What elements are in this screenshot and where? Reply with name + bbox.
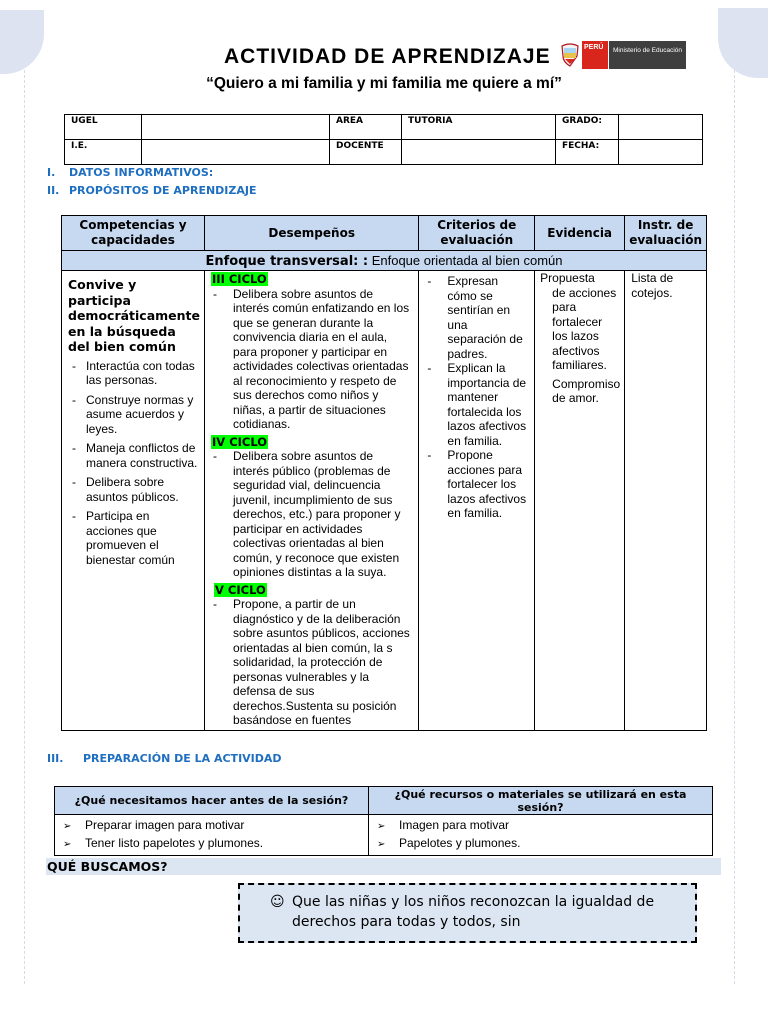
fecha-label: FECHA: bbox=[556, 140, 619, 165]
header-recursos: ¿Qué recursos o materiales se utilizará en esta sesión? bbox=[369, 787, 713, 815]
area-field[interactable]: TUTORIA bbox=[402, 115, 556, 140]
page-subtitle: “Quiero a mi familia y mi familia me quiere a mí” bbox=[206, 75, 562, 92]
header-evidencia: Evidencia bbox=[535, 216, 625, 251]
criterios-cell bbox=[419, 271, 535, 731]
arrow-bullet-icon: ➢ bbox=[377, 821, 386, 832]
grado-label: GRADO: bbox=[556, 115, 619, 140]
capacidad-item: - Construye normas y asume acuerdos y leyes. bbox=[68, 393, 200, 437]
buscamos-text: Que las niñas y los niños reconozcan la igualdad de derechos para todas y todos, sin bbox=[292, 894, 655, 930]
evidencia-text: de acciones para fortalecer los lazos afectivos familiares. bbox=[552, 285, 617, 372]
recurso-item: ➢ Imagen para motivar bbox=[377, 817, 706, 835]
header-desempenos: Desempeños bbox=[205, 216, 419, 251]
desempeno-item: - Propone, a partir de un diagnóstico y de la deliberación sobre asuntos públicos, acciones orientadas al bien común, la s solidaridad, la protección de personas vulnerables y la defensa de sus derechos.Sustenta su posición basándose en fuentes bbox=[211, 597, 412, 728]
criterio-item: - Explican la importancia de mantener fortalecida los lazos afectivos en familia. bbox=[425, 361, 528, 448]
arrow-bullet-icon: ➢ bbox=[377, 839, 386, 850]
buscamos-box bbox=[238, 883, 697, 943]
purposes-table bbox=[61, 215, 707, 731]
desempeno-item: - Delibera sobre asuntos de interés público (problemas de seguridad vial, delincuencia juvenil, incumplimiento de sus derechos, etc.) para proponer y participar en actividades colectivas orientadas al bien común, y reconoce que existen opiniones distintas a la suya. bbox=[211, 449, 412, 580]
antes-item: ➢ Preparar imagen para motivar bbox=[63, 817, 362, 835]
competencia-title: Convive y participa democráticamente en la búsqueda del bien común bbox=[68, 277, 201, 354]
arrow-bullet-icon: ➢ bbox=[63, 821, 72, 832]
corner-decoration-left bbox=[0, 10, 44, 74]
docente-label: DOCENTE bbox=[330, 140, 402, 165]
grado-field[interactable] bbox=[619, 115, 703, 140]
page-title: ACTIVIDAD DE APRENDIZAJE bbox=[224, 45, 551, 68]
enfoque-row bbox=[62, 251, 707, 271]
evidencia-cell bbox=[535, 271, 625, 731]
header-criterios: Criterios de evaluación bbox=[419, 216, 535, 251]
header-competencias: Competencias y capacidades bbox=[62, 216, 205, 251]
buscamos-heading: QUÉ BUSCAMOS? bbox=[46, 858, 721, 875]
evidencia-compromiso: Compromiso de amor. bbox=[552, 376, 621, 405]
section-datos-informativos: I. DATOS INFORMATIVOS: bbox=[47, 166, 214, 179]
evidencia-first-line: Propuesta bbox=[540, 271, 595, 285]
ugel-label: UGEL bbox=[65, 115, 142, 140]
info-table bbox=[64, 114, 703, 165]
desempeno-item: - Delibera sobre asuntos de interés común enfatizando en los que se generan durante la convivencia diaria en el aula, para proponer y participar en actividades colectivas orientadas al reconocimiento y respeto de sus derechos como niños y niñas, a partir de situaciones cotidianas. bbox=[211, 287, 412, 432]
ie-label: I.E. bbox=[65, 140, 142, 165]
instrumento-cell: Lista de cotejos. bbox=[625, 271, 707, 731]
capacidad-item: - Interactúa con todas las personas. bbox=[68, 359, 200, 388]
competencias-cell bbox=[62, 271, 205, 731]
antes-cell bbox=[55, 815, 369, 856]
corner-decoration-right bbox=[718, 8, 768, 78]
capacidad-item: - Participa en acciones que promueven el bienestar común bbox=[68, 509, 200, 567]
area-label: AREA bbox=[330, 115, 402, 140]
header-antes: ¿Qué necesitamos hacer antes de la sesión? bbox=[55, 787, 369, 815]
capacidad-item: - Maneja conflictos de manera constructiva. bbox=[68, 441, 200, 470]
ugel-field[interactable] bbox=[142, 115, 330, 140]
arrow-bullet-icon: ➢ bbox=[63, 839, 72, 850]
logo-country: PERÚ bbox=[582, 41, 608, 69]
section-propositos: II. PROPÓSITOS DE APRENDIZAJE bbox=[47, 184, 257, 197]
enfoque-value: Enfoque orientada al bien común bbox=[371, 252, 563, 268]
recursos-cell bbox=[369, 815, 713, 856]
margin-line-right bbox=[734, 70, 735, 984]
ciclo-badge: IV CICLO bbox=[212, 434, 268, 449]
ciclo-badge: V CICLO bbox=[215, 582, 266, 597]
logo-ministry: Ministerio de Educación bbox=[608, 41, 686, 69]
antes-item: ➢ Tener listo papelotes y plumones. bbox=[63, 835, 362, 853]
fecha-field[interactable] bbox=[619, 140, 703, 165]
capacidades-list bbox=[68, 359, 200, 568]
smiley-icon: ☺ bbox=[270, 894, 285, 910]
minedu-logo bbox=[558, 41, 686, 69]
ciclo-badge: III CICLO bbox=[212, 272, 267, 286]
margin-line-left bbox=[24, 70, 25, 984]
coat-of-arms-icon bbox=[558, 41, 582, 69]
section-preparacion: III. PREPARACIÓN DE LA ACTIVIDAD bbox=[47, 752, 282, 765]
criterio-item: - Propone acciones para fortalecer los lazos afectivos en familia. bbox=[425, 448, 528, 521]
docente-field[interactable] bbox=[402, 140, 556, 165]
criterio-item: - Expresan cómo se sentirían en una separación de padres. bbox=[425, 274, 528, 361]
ie-field[interactable] bbox=[142, 140, 330, 165]
desempenos-cell bbox=[205, 271, 419, 731]
capacidad-item: - Delibera sobre asuntos públicos. bbox=[68, 475, 200, 504]
enfoque-label: Enfoque transversal: : bbox=[205, 253, 369, 269]
recurso-item: ➢ Papelotes y plumones. bbox=[377, 835, 706, 853]
header-instrumento: Instr. de evaluación bbox=[625, 216, 707, 251]
preparation-table bbox=[54, 786, 713, 856]
